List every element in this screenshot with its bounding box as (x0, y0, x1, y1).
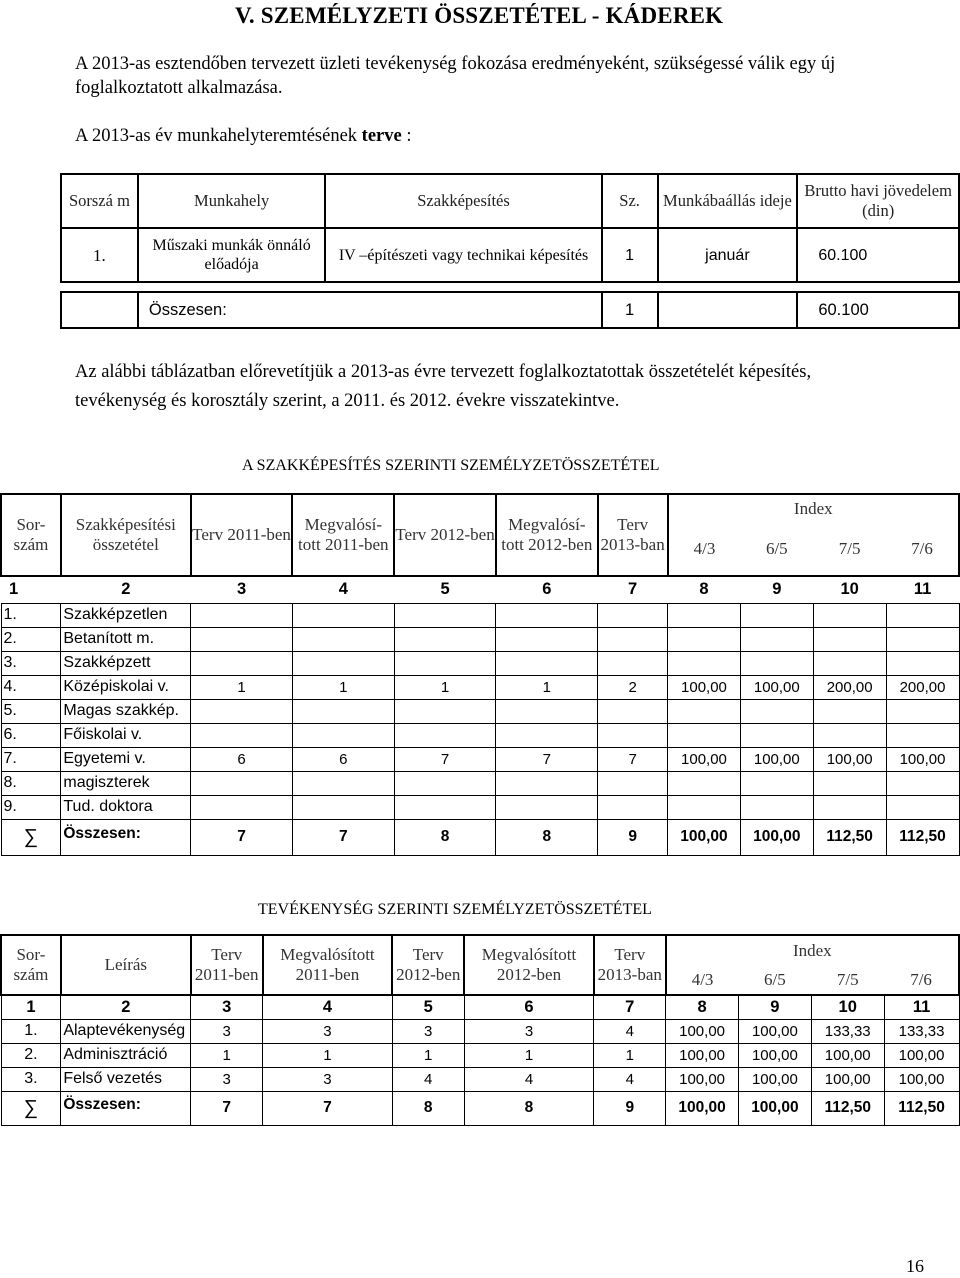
table-row (1, 1043, 959, 1067)
row-value (740, 723, 813, 747)
index-subheader: 4/3 (668, 522, 741, 576)
row-value (668, 771, 741, 795)
table-row (1, 1067, 959, 1091)
plan-heading-text: A 2013-as év munkahelyteremtésének (75, 126, 362, 146)
row-label: Adminisztráció (61, 1043, 191, 1067)
header-cell: Sz. (602, 174, 658, 228)
row-value (813, 723, 886, 747)
cell-munkahely: Műszaki munkák önnáló előadója (138, 228, 326, 282)
row-number: 1. (61, 228, 138, 282)
total-value: 8 (496, 819, 598, 855)
row-value (886, 795, 959, 819)
total-value: 112,50 (813, 819, 886, 855)
page-title: V. SZEMÉLYZETI ÖSSZETÉTEL - KÁDEREK (235, 3, 724, 28)
header-cell: Terv 2011-ben (191, 935, 263, 995)
row-label: Felső vezetés (61, 1067, 191, 1091)
row-value: 1 (464, 1043, 594, 1067)
table-row (1, 603, 959, 627)
row-label: Egyetemi v. (61, 747, 191, 771)
row-value (813, 771, 886, 795)
row-value (598, 795, 668, 819)
row-value (191, 651, 293, 675)
row-value: 6 (191, 747, 293, 771)
table-row (1, 627, 959, 651)
header-cell: Leírás (61, 935, 191, 995)
total-value: 100,00 (666, 1091, 739, 1125)
total-value: 7 (191, 1091, 263, 1125)
total-value: 112,50 (884, 1091, 959, 1125)
table-total-row (61, 292, 959, 328)
index-subheader: 7/6 (884, 965, 959, 995)
total-value: 8 (464, 1091, 594, 1125)
row-label: Szakképzetlen (61, 603, 191, 627)
row-label: Tud. doktora (61, 795, 191, 819)
column-number: 8 (668, 576, 741, 603)
row-value: 100,00 (668, 747, 741, 771)
row-value (292, 771, 394, 795)
row-label: Főiskolai v. (61, 723, 191, 747)
header-cell: Munkábaállás ideje (658, 174, 798, 228)
row-value: 100,00 (668, 675, 741, 699)
row-label: Alaptevékenység (61, 1019, 191, 1043)
row-value (394, 699, 496, 723)
row-value: 1 (594, 1043, 666, 1067)
row-value: 100,00 (666, 1043, 739, 1067)
qualification-table (0, 493, 960, 856)
header-cell: Megvalósí-tott 2011-ben (292, 494, 394, 576)
row-number: 9. (1, 795, 61, 819)
column-number: 2 (61, 995, 191, 1019)
column-number: 3 (191, 576, 293, 603)
table-row (1, 795, 959, 819)
table-row (1, 747, 959, 771)
row-value: 100,00 (738, 1043, 811, 1067)
index-subheader: 6/5 (738, 965, 811, 995)
total-value: 112,50 (811, 1091, 884, 1125)
row-value: 3 (464, 1019, 594, 1043)
row-value (598, 771, 668, 795)
sum-icon: ∑ (1, 1091, 61, 1125)
row-value (740, 795, 813, 819)
index-subheader: 6/5 (740, 522, 813, 576)
row-label: Magas szakkép. (61, 699, 191, 723)
row-value: 1 (496, 675, 598, 699)
row-value (598, 627, 668, 651)
table-header-row (1, 494, 959, 522)
row-value (191, 771, 293, 795)
row-label: Szakképzett (61, 651, 191, 675)
row-value (598, 699, 668, 723)
row-value (394, 603, 496, 627)
row-value (740, 771, 813, 795)
plan-heading (75, 124, 905, 148)
column-number-row (1, 995, 959, 1019)
row-value: 3 (392, 1019, 464, 1043)
row-value (886, 699, 959, 723)
row-value: 100,00 (738, 1067, 811, 1091)
row-value: 100,00 (740, 747, 813, 771)
total-value: 9 (594, 1091, 666, 1125)
page-number: 16 (906, 1256, 924, 1276)
total-value: 7 (292, 819, 394, 855)
row-value (191, 723, 293, 747)
index-header: Index (666, 935, 959, 965)
total-empty (61, 292, 138, 328)
cell-szakkepesites: IV –építészeti vagy technikai képesítés (325, 228, 601, 282)
qualification-table-caption: A SZAKKÉPESÍTÉS SZERINTI SZEMÉLYZETÖSSZETÉTEL (242, 457, 660, 474)
row-value: 4 (464, 1067, 594, 1091)
row-value (740, 651, 813, 675)
header-cell: Szakképesítési összetétel (61, 494, 191, 576)
header-cell: Szakképesítés (325, 174, 601, 228)
total-value: 8 (392, 1091, 464, 1125)
row-value (394, 627, 496, 651)
row-value (813, 699, 886, 723)
total-value: 112,50 (886, 819, 959, 855)
total-value: 8 (394, 819, 496, 855)
column-number: 8 (666, 995, 739, 1019)
row-value (496, 699, 598, 723)
row-value (496, 771, 598, 795)
row-label: magiszterek (61, 771, 191, 795)
index-header: Index (668, 494, 959, 522)
header-cell: Megvalósított 2011-ben (263, 935, 393, 995)
row-number: 5. (1, 699, 61, 723)
row-value: 1 (191, 1043, 263, 1067)
column-number-row (1, 576, 959, 603)
row-value: 6 (292, 747, 394, 771)
column-number: 10 (813, 576, 886, 603)
row-value (668, 651, 741, 675)
column-number: 6 (496, 576, 598, 603)
column-number: 10 (811, 995, 884, 1019)
total-value: 9 (598, 819, 668, 855)
column-number: 9 (738, 995, 811, 1019)
activity-table-body (1, 1019, 959, 1091)
qualification-table-body (1, 603, 959, 819)
row-value: 133,33 (884, 1019, 959, 1043)
table-row (1, 675, 959, 699)
row-value: 4 (594, 1019, 666, 1043)
row-value (292, 699, 394, 723)
total-value: 100,00 (738, 1091, 811, 1125)
row-value (598, 723, 668, 747)
row-value (191, 627, 293, 651)
summary-paragraph: Az alábbi táblázatban előrevetítjük a 2013-as évre tervezett foglalkoztatottak összetételét képesítés, tevékenység és korosztály szerint, a 2011. és 2012. évekre visszatekintve. (75, 362, 812, 411)
row-value (813, 603, 886, 627)
total-label: Összesen: (138, 292, 602, 328)
row-value (496, 627, 598, 651)
cell-brutto: 60.100 (797, 228, 959, 282)
row-value: 3 (263, 1067, 393, 1091)
total-empty (658, 292, 798, 328)
row-number: 7. (1, 747, 61, 771)
column-number: 3 (191, 995, 263, 1019)
column-number: 11 (886, 576, 959, 603)
row-value: 100,00 (811, 1067, 884, 1091)
row-value (394, 771, 496, 795)
row-value: 100,00 (886, 747, 959, 771)
header-cell: Sor-szám (1, 935, 61, 995)
row-value: 200,00 (813, 675, 886, 699)
row-value (394, 723, 496, 747)
table-total-row (1, 819, 959, 855)
table-row (1, 771, 959, 795)
row-value: 100,00 (738, 1019, 811, 1043)
header-cell: Terv 2013-ban (598, 494, 668, 576)
column-number: 5 (394, 576, 496, 603)
column-number: 5 (392, 995, 464, 1019)
total-sz: 1 (602, 292, 658, 328)
table-row (1, 723, 959, 747)
row-number: 2. (1, 1043, 61, 1067)
plan-heading-colon: : (401, 126, 412, 146)
plan-heading-bold: terve (361, 126, 402, 146)
row-label: Betanított m. (61, 627, 191, 651)
column-number: 1 (1, 576, 61, 603)
table-row (1, 651, 959, 675)
row-value: 100,00 (884, 1043, 959, 1067)
column-number: 7 (594, 995, 666, 1019)
row-value: 100,00 (884, 1067, 959, 1091)
row-value (886, 603, 959, 627)
header-cell: Terv 2013-ban (594, 935, 666, 995)
row-value: 1 (263, 1043, 393, 1067)
row-value (292, 723, 394, 747)
header-cell: Munkahely (138, 174, 326, 228)
row-value (886, 651, 959, 675)
row-value: 133,33 (811, 1019, 884, 1043)
column-number: 2 (61, 576, 191, 603)
total-value: 7 (191, 819, 293, 855)
row-value (292, 795, 394, 819)
total-label: Összesen: (61, 819, 191, 855)
activity-table (0, 934, 960, 1126)
row-value: 7 (496, 747, 598, 771)
row-value (886, 771, 959, 795)
row-value: 2 (598, 675, 668, 699)
cell-sz: 1 (602, 228, 658, 282)
index-subheader: 4/3 (666, 965, 739, 995)
table-row (1, 1019, 959, 1043)
row-number: 2. (1, 627, 61, 651)
row-value: 3 (263, 1019, 393, 1043)
total-value: 100,00 (668, 819, 741, 855)
row-value (496, 651, 598, 675)
header-cell: Sor-szám (1, 494, 61, 576)
row-value: 100,00 (813, 747, 886, 771)
row-value (740, 699, 813, 723)
table-spacer (61, 282, 959, 292)
row-number: 6. (1, 723, 61, 747)
row-value (292, 627, 394, 651)
row-value: 3 (191, 1019, 263, 1043)
table-total-row (1, 1091, 959, 1125)
row-value (394, 651, 496, 675)
row-value (886, 723, 959, 747)
row-value: 1 (394, 675, 496, 699)
index-subheader: 7/5 (811, 965, 884, 995)
row-value: 200,00 (886, 675, 959, 699)
column-number: 6 (464, 995, 594, 1019)
row-value: 100,00 (666, 1019, 739, 1043)
row-number: 3. (1, 1067, 61, 1091)
total-value: 100,00 (740, 819, 813, 855)
row-value (668, 627, 741, 651)
row-value (191, 603, 293, 627)
row-value: 3 (191, 1067, 263, 1091)
hiring-plan-table (60, 173, 960, 329)
sum-icon: ∑ (1, 819, 61, 855)
row-number: 8. (1, 771, 61, 795)
column-number: 4 (263, 995, 393, 1019)
column-number: 7 (598, 576, 668, 603)
row-value: 7 (394, 747, 496, 771)
header-cell: Terv 2012-ben (392, 935, 464, 995)
row-value: 7 (598, 747, 668, 771)
header-cell: Terv 2012-ben (394, 494, 496, 576)
row-value (740, 603, 813, 627)
row-value: 1 (191, 675, 293, 699)
table-row (61, 228, 959, 282)
row-value: 1 (292, 675, 394, 699)
row-value (668, 723, 741, 747)
table-row (1, 699, 959, 723)
row-value (813, 627, 886, 651)
row-number: 4. (1, 675, 61, 699)
row-value (496, 795, 598, 819)
column-number: 1 (1, 995, 61, 1019)
row-value: 100,00 (740, 675, 813, 699)
row-value (886, 627, 959, 651)
total-label: Összesen: (61, 1091, 191, 1125)
row-number: 3. (1, 651, 61, 675)
row-value (668, 795, 741, 819)
row-value (496, 723, 598, 747)
row-value (394, 795, 496, 819)
row-value (191, 795, 293, 819)
row-value (292, 603, 394, 627)
row-value (496, 603, 598, 627)
row-value (813, 795, 886, 819)
row-value: 100,00 (666, 1067, 739, 1091)
row-number: 1. (1, 603, 61, 627)
header-cell: Terv 2011-ben (191, 494, 293, 576)
cell-ideje: január (658, 228, 798, 282)
intro-paragraph: A 2013-as esztendőben tervezett üzleti tevékenység fokozása eredményeként, szükségessé válik egy új foglalkoztatott alkalmazása. (75, 54, 836, 98)
row-value (668, 603, 741, 627)
header-cell: Brutto havi jövedelem (din) (797, 174, 959, 228)
column-number: 9 (740, 576, 813, 603)
total-brutto: 60.100 (797, 292, 959, 328)
table-header-row (1, 935, 959, 965)
row-value (813, 651, 886, 675)
row-value (292, 651, 394, 675)
index-subheader: 7/6 (886, 522, 959, 576)
row-value: 100,00 (811, 1043, 884, 1067)
header-cell: Megvalósított 2012-ben (464, 935, 594, 995)
index-subheader: 7/5 (813, 522, 886, 576)
row-value (598, 651, 668, 675)
row-number: 1. (1, 1019, 61, 1043)
row-value: 1 (392, 1043, 464, 1067)
table-header-row (61, 174, 959, 228)
header-cell: Megvalósí-tott 2012-ben (496, 494, 598, 576)
column-number: 11 (884, 995, 959, 1019)
row-value (598, 603, 668, 627)
row-label: Középiskolai v. (61, 675, 191, 699)
total-value: 7 (263, 1091, 393, 1125)
row-value (668, 699, 741, 723)
row-value: 4 (594, 1067, 666, 1091)
column-number: 4 (292, 576, 394, 603)
row-value (191, 699, 293, 723)
row-value: 4 (392, 1067, 464, 1091)
activity-table-caption: TEVÉKENYSÉG SZERINTI SZEMÉLYZETÖSSZETÉTEL (258, 901, 652, 918)
row-value (740, 627, 813, 651)
header-cell: Sorszá m (61, 174, 138, 228)
